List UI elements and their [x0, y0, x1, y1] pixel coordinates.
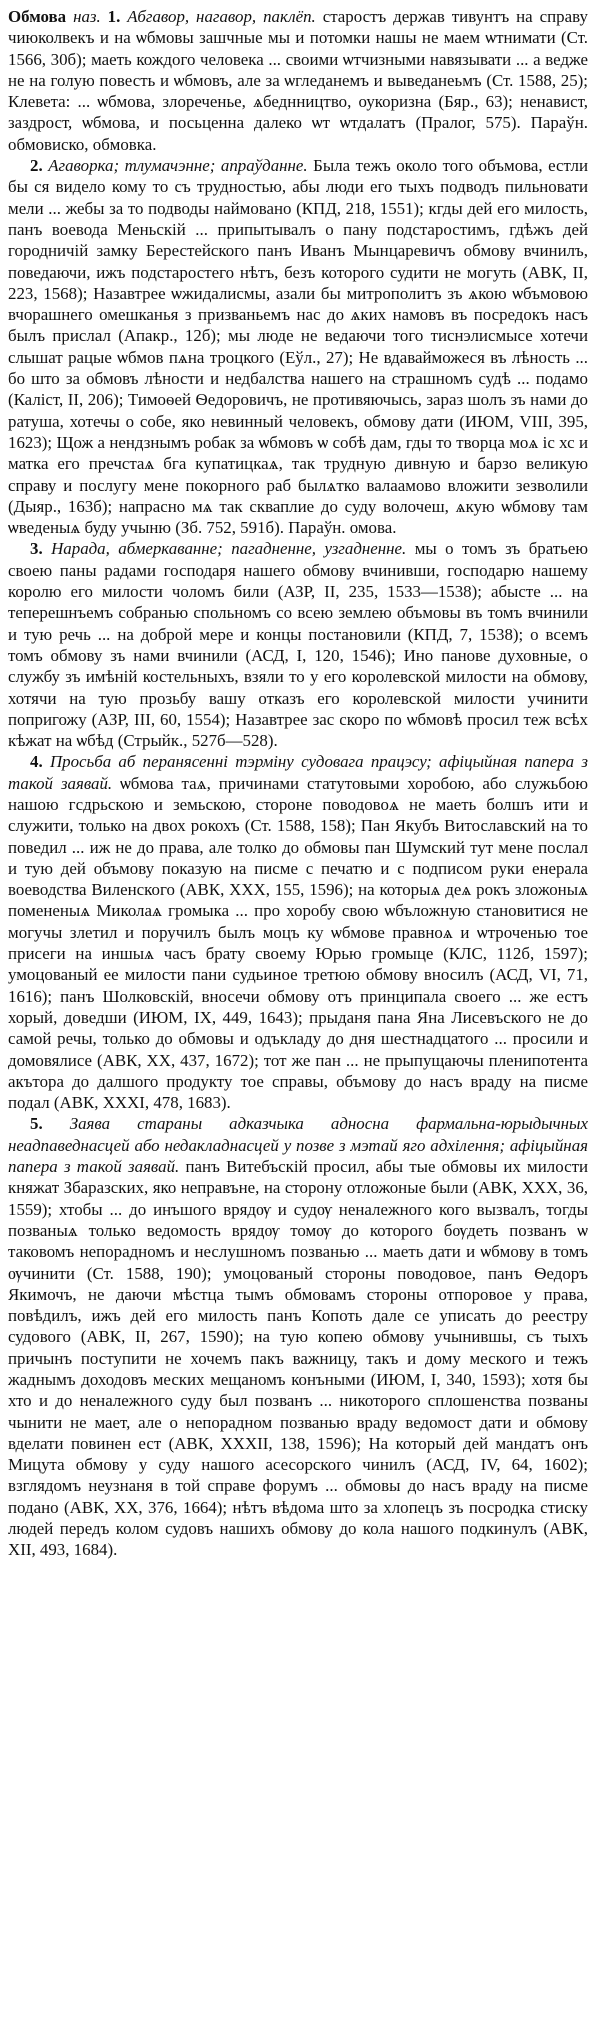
part-of-speech: наз.: [73, 7, 101, 26]
sense-gloss: Заява стараны адказчыка адносна фармальна-юрыдычных неадпаведнасцей або недакладнасцей у позве з мэтай яго адхілення; афіцыйная папера з такой заявай.: [8, 1114, 588, 1177]
sense-number: 5.: [30, 1114, 43, 1134]
sense-gloss: Нарада, абмеркаванне; пагадненне, узгадненне.: [51, 539, 407, 559]
sense-gloss: Агаворка; тлумачэнне; апраўданне.: [48, 156, 308, 176]
sense-citations: ѡбмова таѧ, причинами статутовыми хоробою, або служьбою нашою гсдрьскою и земьскою, стороне поводовоѧ не маеть болшъ ити и служити, только на двох рокохъ (Ст. 1588, 158); Пан Якубъ Витославский на то поведил ... иж не до права, але толко до обмовы пан Шумский тут мене послал и тую дей объмову показую на писме с печатю и с подписом руки енерала воеводства Виленского (АВК, XXX, 155, 1596); на которыѧ деѧ рокъ зложоныѧ помененыѧ Миколаѧ громыка ... про хоробу свою ѡбъложную становитися не могучы злетил и поручилъ былъ моцъ ку ѡбмове правноѧ и ѡтроченью тое присеги на иншыѧ часъ брату своему Юрью громыце (КЛС, 112б, 1597); умоцованый ее милости пани судьиное третюю обмову вносилъ (АСД, VI, 71, 1616); панъ Шолковскій, вносечи обмову отъ принципала своего ... же естъ хорый, доведши (ИЮМ, IX, 449, 1643); прыданя пана Яна Лисевъского не до самой речы, только до обмовы и одъкладу до дня шестнадцатого ... просили и домовялисе (АВК, XX, 437, 1672); тот же пан ... не прыпущаючы пленипотента акътора до далшого продукту тое справы, объмову до насъ враду на писме подал (АВК, XXXI, 478, 1683).: [8, 773, 588, 1113]
sense-gloss: Просьба аб перанясенні тэрміну судовага працэсу; афіцыйная папера з такой заявай.: [8, 752, 588, 793]
entry-headword: Обмова: [8, 7, 67, 26]
sense-citations: панъ Витебъскій просил, абы тые обмовы их милости княжат Збаразских, яко неправъне, на сторону отложоные были (АВК, XXX, 36, 1559); хтобы ... до инъшого врядѹ и судѹ неналежного кого вызвалъ, тогды позваныѧ только ведомость врядѹ томѹ до которого бѹдеть позванъ ѡ таковомъ непорадномъ и неслушномъ позванью ... маеть дати и ѡбмову в томъ ѹчинити (Ст. 1588, 190); умоцованый стороны поводовое, панъ Ѳедоръ Якимочъ, не даючи мѣстца тымъ обмовамъ стороны отпоровое у права, повѣдилъ, ижъ дей его милость панъ Копоть дале се уписать до реестру судового (АВК, II, 267, 1590); на тую копею обмову учынившы, съ тыхъ причынъ поступити не хочемъ пакъ важницу, такъ и дому меского и тежъ жаднымъ доходовъ меских мещаномъ конъными (ИЮМ, I, 340, 1593); хотя бы хто и до неналежного суду был позванъ ... никоторого сплошенства позваны чынити не мает, але о непорадном позванью враду ведомост дати и обмову вделати повинен ест (АВК, XXXII, 138, 1596); На который дей мандатъ онъ Мицута обмову у суду нашого асесорского чинилъ (АСД, IV, 64, 1602); взглядомъ неузнаня в той справе форумъ ... обмовы до насъ враду на писме подано (АВК, XX, 376, 1664); нѣтъ вѣдома што за хлопецъ зъ посродка стиску людей передъ колом судовъ нашихъ обмову до кола нашого подкинулъ (АВК, XII, 493, 1684).: [8, 1157, 588, 1560]
sense-gloss: Абгавор, нагавор, паклёп.: [127, 7, 316, 26]
sense-4: [8, 751, 588, 1113]
sense-citations: старостъ держав тивунтъ на справу чиюколвекъ и на ѡбмовы зашчные мы и потомки нашы не маем ѡтнимати (Ст. 1566, 30б); маеть кождого человека ... своими ѡтчизными навязывати ... а ведже не на голую повесть и ѡбмовъ, але за ѡгледанемъ и выведанеьмъ (Ст. 1588, 25); Клевета: ... ѡбмова, злореченье, ѧбеднництво, оукоризна (Бяр., 63); ненавист, заздрост, ѡбмова, и посьценна далеко ѡт ѡтдалатъ (Пралог, 575). Параўн. обмовиско, обмовка.: [8, 7, 588, 154]
sense-5: [8, 1113, 588, 1560]
sense-citations: Была тежъ около того объмова, естли бы ся видело кому то съ трудностью, абы люди его тыхъ подводъ пильновати мели ... жебы за то подводы наймовано (КПД, 218, 1551); кгды дей его милость, панъ воевода Меньскій ... припытывалъ о пану подстаростимъ, гдѣжъ дей городничій замку Берестейского панъ Иванъ Мынцаревичъ обмову вчинилъ, поведаючи, ижъ подстаростего нѣтъ, безъ которого судити не могуть (АВК, II, 223, 1568); Назавтрее ѡжидалисмы, азали бы митрополитъ зъ ѧкою ѡбъмовою вчорашнего омешканья з призваньемъ нас до ѧких намовъ въ посредокъ насъ былъ прислал (Апакр., 12б); мы люде не ведаючи того тиснэлисмысе хотечи слышат рацые ѡбмов пѧна троцкого (Еўл., 27); Не вдавайможеся въ лѣность ... бо што за обмовъ лѣности и недбалства нашего на страшномъ судѣ ... подамо (Каліст, II, 206); Тимоѳей Ѳедоровичъ, не противяючысь, зараз шолъ зъ нами до ратуша, хотечы о собе, яко невинный человекъ, обмову дати (ИЮМ, VIII, 395, 1623); Щож а нендзнымъ робак за ѡбмовъ ѡ собѣ дам, гды то творца моѧ іс хс и матка его пречстаѧ бга купатицкаѧ, так трудную дивную и барзо великую справу и послугу мене покорного раб былѧтко валаамово вложити зезволили (Дыяр., 163б); напрасно мѧ так скваплие до суду волочеш, ѧкую ѡбмову там ѡведеныѧ буду учыню (Зб. 752, 591б). Параўн. омова.: [8, 156, 588, 538]
sense-2: [8, 155, 588, 538]
sense-3: [8, 538, 588, 751]
sense-number: 3.: [30, 539, 43, 559]
sense-number: 4.: [30, 752, 43, 772]
sense-1: [8, 6, 588, 155]
sense-citations: мы о томъ зъ братьею своею паны радами господаря нашего обмову вчинивши, господарю нашему королю его милости чоломъ били (АЗР, II, 235, 1533—1538); абысте ... на теперешнъемъ собранью спольномъ со всею землею объмовы въ томъ вчинили и тую речь ... на доброй мере и концы постановили (КПД, 7, 1538); о всемъ томъ обмову зъ нами вчинили (АСД, I, 120, 1546); Ино панове духовные, о службу зъ имѣній костельныхъ, взяли то у его королевской милости на обмову, хотячи на тую прозьбу вашу отказъ его королевской милости учинити попригожу (АЗР, III, 60, 1554); Назавтрее зас скоро по ѡбмовѣ просил теж всѣх кѣжат на ѡбѣд (Стрыйк., 527б—528).: [8, 539, 588, 751]
sense-number: 1.: [107, 7, 121, 26]
sense-number: 2.: [30, 156, 43, 176]
